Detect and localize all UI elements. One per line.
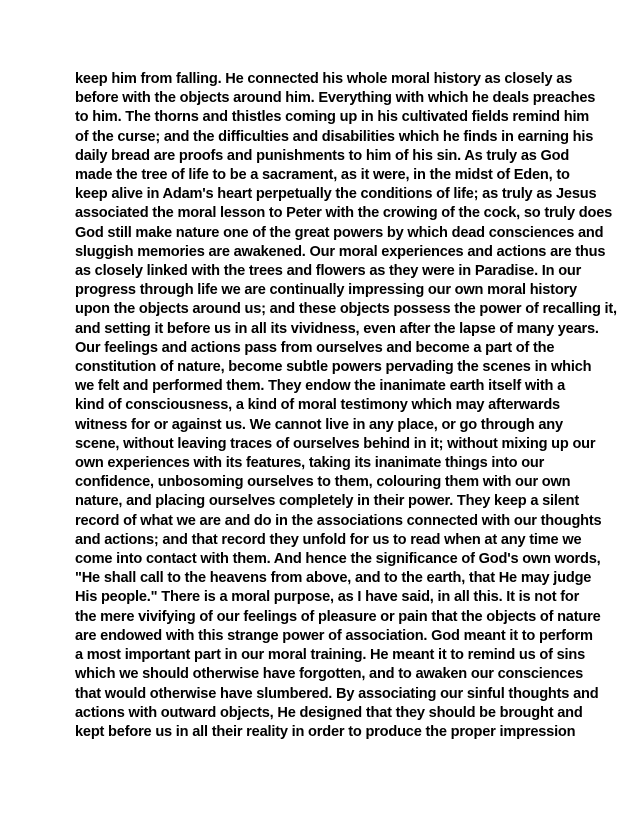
text-line: to him. The thorns and thistles coming up in his cultivated fields remind him (75, 109, 590, 126)
text-line: own experiences with its features, taking its inanimate things into our (75, 455, 545, 472)
text-line: that would otherwise have slumbered. By associating our sinful thoughts and (75, 685, 599, 702)
text-line: before with the objects around him. Everything with which he deals preaches (75, 90, 596, 107)
text-line: the mere vivifying of our feelings of pleasure or pain that the objects of nature (75, 608, 601, 625)
text-line: we felt and performed them. They endow the inanimate earth itself with a (75, 378, 565, 395)
text-line: confidence, unbosoming ourselves to them, colouring them with our own (75, 474, 571, 491)
body-text (75, 70, 617, 742)
text-line: which we should otherwise have forgotten, and to awaken our consciences (75, 666, 584, 683)
text-line: nature, and placing ourselves completely in their power. They keep a silent (75, 493, 580, 510)
text-line: and actions; and that record they unfold for us to read when at any time we (75, 531, 582, 548)
text-line: of the curse; and the difficulties and disabilities which he finds in earning his (75, 128, 594, 145)
text-line: upon the objects around us; and these objects possess the power of recalling it, (75, 301, 617, 318)
text-line: as closely linked with the trees and flowers as they were in Paradise. In our (75, 263, 582, 280)
text-line: actions with outward objects, He designed that they should be brought and (75, 704, 583, 721)
text-line: progress through life we are continually impressing our own moral history (75, 282, 577, 299)
text-line: a most important part in our moral training. He meant it to remind us of sins (75, 647, 586, 664)
text-line: record of what we are and do in the associations connected with our thoughts (75, 512, 602, 529)
text-line: Our feelings and actions pass from ourselves and become a part of the (75, 339, 555, 356)
text-line: keep alive in Adam's heart perpetually the conditions of life; as truly as Jesus (75, 186, 597, 203)
text-line: come into contact with them. And hence the significance of God's own words, (75, 551, 601, 568)
text-line: "He shall call to the heavens from above, and to the earth, that He may judge (75, 570, 592, 587)
text-line: and setting it before us in all its vividness, even after the lapse of many years. (75, 320, 599, 337)
text-line: His people." There is a moral purpose, as I have said, in all this. It is not for (75, 589, 580, 606)
text-line: witness for or against us. We cannot live in any place, or go through any (75, 416, 563, 433)
text-line: kept before us in all their reality in order to produce the proper impression (75, 723, 576, 740)
text-line: kind of consciousness, a kind of moral testimony which may afterwards (75, 397, 560, 414)
text-line: keep him from falling. He connected his whole moral history as closely as (75, 71, 573, 87)
text-line: scene, without leaving traces of ourselves behind in it; without mixing up our (75, 435, 596, 452)
text-line: sluggish memories are awakened. Our moral experiences and actions are thus (75, 243, 606, 260)
text-line: daily bread are proofs and punishments to him of his sin. As truly as God (75, 147, 570, 164)
text-line: associated the moral lesson to Peter with the crowing of the cock, so truly does (75, 205, 613, 222)
text-line: God still make nature one of the great powers by which dead consciences and (75, 224, 604, 241)
text-line: made the tree of life to be a sacrament, as it were, in the midst of Eden, to (75, 167, 570, 184)
text-line: are endowed with this strange power of association. God meant it to perform (75, 627, 593, 644)
text-line: constitution of nature, become subtle powers pervading the scenes in which (75, 359, 592, 376)
